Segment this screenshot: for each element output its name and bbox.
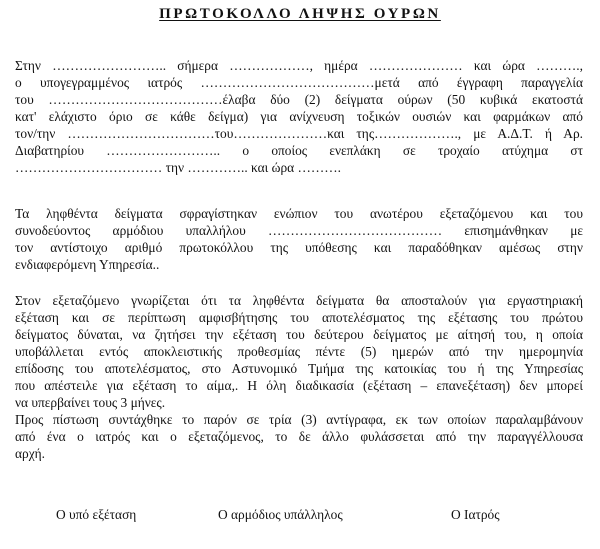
paragraph2-line-1: Τα ληφθέντα δείγματα σφραγίστηκαν ενώπιον του ανωτέρου εξεταζόμενου και του xyxy=(15,206,583,221)
paragraph3-line-7: να υπερβαίνει τους 3 μήνες. xyxy=(15,395,166,410)
document-title: ΠΡΩΤΟΚΟΛΛΟ ΛΗΨΗΣ ΟΥΡΩΝ xyxy=(159,6,441,22)
paragraph3-line-6: που απέστειλε για εξέταση το αίμα,. Η όλη διαδικασία (εξέταση – επανεξέταση) δεν μπορεί xyxy=(15,378,583,393)
paragraph2-line-4: ενδιαφερόμενη Υπηρεσία.. xyxy=(15,257,160,272)
paragraph2-line-3: τον αντίστοιχο αριθμό πρωτοκόλλου της υπόθεσης και παραδόθηκαν αμέσως στην xyxy=(15,240,583,255)
paragraph2-line-2: συνοδεύοντος αρμόδιου υπαλλήλου ………………………………… επισημάνθηκαν με xyxy=(15,223,583,238)
paragraph3-line-3: δείγματος δύναται, να ζητήσει την εξέταση του δεύτερου δείγματος με αίτησή του, η οποία xyxy=(15,327,583,342)
paragraph3-line-5: επίδοσης του αποτελέσματος, στο Αστυνομικό Τμήμα της κατοικίας του ή της Υπηρεσίας xyxy=(15,361,583,376)
paragraph4-line-1: Προς πίστωση συντάχθηκε το παρόν σε τρία (3) αντίγραφα, εκ των οποίων παραλαμβάνουν xyxy=(15,412,583,427)
paragraph1-line-2: ο υπογεγραμμένος ιατρός …………………………………μετά από έγγραφη παραγγελία xyxy=(15,75,583,90)
paragraph3-line-4: υποβάλλεται εντός αποκλειστικής προθεσμίας πέντε (5) ημερών από την ημερομηνία xyxy=(15,344,583,359)
paragraph1-line-7: …………………………… την ………….. και ώρα ………. xyxy=(15,160,342,175)
paragraph1-line-3: του …………………………………έλαβα δύο (2) δείγματα ούρων (50 κυβικά εκατοστά xyxy=(15,92,583,107)
paragraph3-line-1: Στον εξεταζόμενο γνωρίζεται ότι τα ληφθέντα δείγματα θα αποσταλούν για εργαστηριακή xyxy=(15,293,583,308)
paragraph1-line-6: Διαβατηρίου …………………….. ο οποίος ενεπλάκη σε τροχαίο ατύχημα στ xyxy=(15,143,583,158)
paragraph3-line-2: εξέταση και σε περίπτωση αμφισβήτησης του αποτελέσματος της εξέτασης του πρώτου xyxy=(15,310,583,325)
paragraph4-line-3: αρχή. xyxy=(15,446,45,461)
signature-examinee: Ο υπό εξέταση xyxy=(56,507,137,522)
paragraph4-line-2: από ένα ο ιατρός και ο εξεταζόμενος, το δε άλλο φυλάσσεται από την παραγγέλλουσα xyxy=(15,429,583,444)
signature-officer: Ο αρμόδιος υπάλληλος xyxy=(218,507,343,522)
paragraph1-line-5: τον/την ……………………………του…………………και της………………., με Α.Δ.Τ. ή Αρ. xyxy=(15,126,583,141)
paragraph1-line-1: Στην …………………….. σήμερα ………………, ημέρα ………………… και ώρα ………., xyxy=(15,58,583,73)
signature-doctor: Ο Ιατρός xyxy=(451,507,500,522)
paragraph1-line-4: κατ' ελάχιστο όριο σε κάθε δείγμα) για ανίχνευση τοξικών ουσιών και φαρμάκων από xyxy=(15,109,583,124)
